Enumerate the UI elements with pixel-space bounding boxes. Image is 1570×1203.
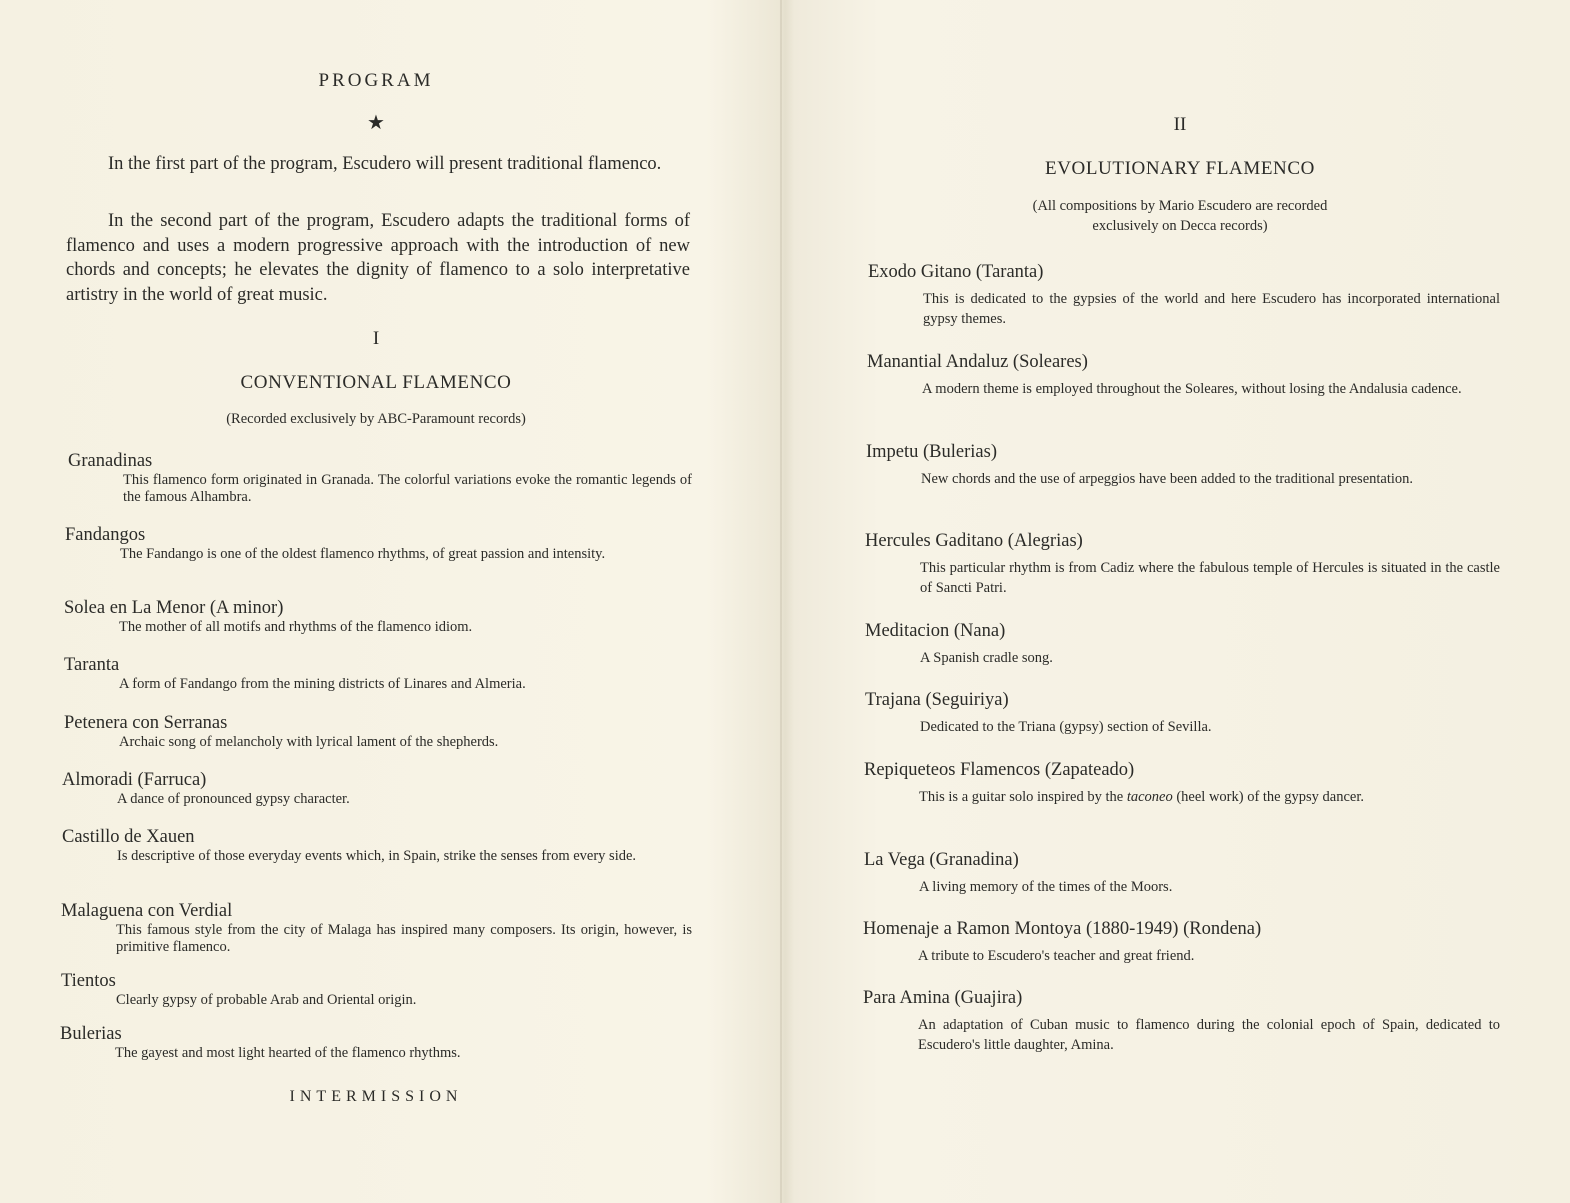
entry-description: Archaic song of melancholy with lyrical lament of the shepherds. — [119, 734, 499, 750]
entry-title: Impetu (Bulerias) — [866, 442, 997, 462]
entry-title: Bulerias — [60, 1024, 122, 1044]
entry-title: Fandangos — [65, 525, 146, 545]
section-numeral: I — [372, 328, 380, 349]
entry-description-text: (heel work) of the gypsy dancer. — [1172, 789, 1364, 805]
program-entry — [868, 261, 1500, 329]
program-entry — [865, 530, 1500, 598]
entry-description: Clearly gypsy of probable Arab and Oriental origin. — [116, 992, 417, 1008]
section-note-line-1: (All compositions by Mario Escudero are recorded — [1032, 198, 1328, 214]
entry-description: The mother of all motifs and rhythms of the flamenco idiom. — [119, 619, 473, 635]
program-entry — [864, 759, 1500, 807]
entry-title: Granadinas — [68, 451, 153, 471]
program-entry — [60, 1023, 692, 1062]
section-note-line-2: exclusively on Decca records) — [1092, 218, 1268, 234]
entry-description: This flamenco form originated in Granada. The colorful variations evoke the romantic legends of the famous Alhambra. — [123, 472, 692, 505]
entry-description: A tribute to Escudero's teacher and great friend. — [918, 948, 1195, 964]
entry-title: Repiqueteos Flamencos (Zapateado) — [864, 760, 1135, 780]
program-entry — [68, 450, 692, 505]
entry-description: This is dedicated to the gypsies of the world and here Escudero has incorporated international gypsy themes. — [923, 291, 1500, 327]
entry-description: A form of Fandango from the mining districts of Linares and Almeria. — [119, 676, 526, 692]
entry-title: Malaguena con Verdial — [61, 901, 233, 921]
entry-title: Taranta — [64, 655, 120, 675]
program-entry — [866, 441, 1500, 489]
intro-paragraph-1: In the first part of the program, Escudero will present traditional flamenco. — [108, 154, 662, 174]
entry-description-italic: taconeo — [1126, 789, 1173, 805]
page-fold — [780, 0, 782, 1203]
entry-description: A living memory of the times of the Moors. — [919, 879, 1173, 895]
program-entry — [64, 597, 692, 636]
star-ornament: ★ — [367, 112, 385, 134]
entry-title: Para Amina (Guajira) — [863, 988, 1023, 1008]
program-entry — [64, 654, 692, 693]
entry-title: Almoradi (Farruca) — [62, 770, 207, 790]
program-entry — [62, 826, 692, 865]
entry-description: The gayest and most light hearted of the flamenco rhythms. — [115, 1045, 461, 1061]
program-heading: PROGRAM — [318, 70, 434, 91]
entry-description: This particular rhythm is from Cadiz where the fabulous temple of Hercules is situated in the castle of Sancti Patri. — [920, 560, 1500, 596]
program-entry — [62, 769, 692, 808]
section-title: CONVENTIONAL FLAMENCO — [240, 372, 512, 393]
entry-description: This famous style from the city of Malaga has inspired many composers. Its origin, however, is primitive flamenco. — [116, 922, 692, 955]
program-entry — [863, 987, 1500, 1055]
entry-title: Hercules Gaditano (Alegrias) — [865, 531, 1083, 551]
entry-title: Manantial Andaluz (Soleares) — [867, 352, 1088, 372]
section-numeral: II — [1173, 114, 1187, 135]
program-entry — [865, 689, 1500, 737]
entry-title: Exodo Gitano (Taranta) — [868, 262, 1044, 282]
entry-description-text: This is a guitar solo inspired by the — [919, 789, 1127, 805]
program-entry — [64, 712, 692, 751]
program-entry — [867, 351, 1500, 399]
section-note: (Recorded exclusively by ABC-Paramount records) — [226, 411, 526, 427]
intermission-label: INTERMISSION — [289, 1088, 463, 1105]
left-page — [60, 0, 692, 1203]
program-entry — [865, 620, 1500, 668]
entry-title: Petenera con Serranas — [64, 713, 228, 733]
entry-description: Is descriptive of those everyday events which, in Spain, strike the senses from every side. — [117, 848, 637, 864]
entry-title: Castillo de Xauen — [62, 827, 195, 847]
entry-title: La Vega (Granadina) — [864, 850, 1019, 870]
entry-description: A Spanish cradle song. — [920, 650, 1053, 666]
entry-description: The Fandango is one of the oldest flamenco rhythms, of great passion and intensity. — [120, 546, 606, 562]
program-entry — [65, 524, 692, 563]
program-entry — [863, 918, 1500, 966]
program-entry — [61, 900, 692, 955]
section-title: EVOLUTIONARY FLAMENCO — [1045, 158, 1315, 179]
intro-paragraph-2: In the second part of the program, Escudero adapts the traditional forms of flamenco and uses a modern progressive approach with the introduction of new chords and concepts; he elevates the dignity of flamenco to a solo interpretative artistry in the world of great music. — [66, 211, 690, 305]
entry-description: A dance of pronounced gypsy character. — [117, 791, 350, 807]
entry-title: Tientos — [61, 971, 116, 991]
entry-description: Dedicated to the Triana (gypsy) section of Sevilla. — [920, 719, 1212, 735]
right-page — [860, 0, 1500, 1203]
program-entry — [864, 849, 1500, 897]
entry-title: Trajana (Seguiriya) — [865, 690, 1009, 710]
entry-description: New chords and the use of arpeggios have been added to the traditional presentation. — [921, 471, 1414, 487]
entry-description — [919, 787, 1500, 807]
entry-title: Solea en La Menor (A minor) — [64, 598, 284, 618]
entry-description: A modern theme is employed throughout the Soleares, without losing the Andalusia cadence. — [922, 381, 1462, 397]
entry-title: Homenaje a Ramon Montoya (1880-1949) (Rondena) — [863, 919, 1262, 939]
program-entry — [61, 970, 692, 1009]
entry-description: An adaptation of Cuban music to flamenco during the colonial epoch of Spain, dedicated to Escudero's little daughter, Amina. — [918, 1017, 1500, 1053]
entry-title: Meditacion (Nana) — [865, 621, 1006, 641]
